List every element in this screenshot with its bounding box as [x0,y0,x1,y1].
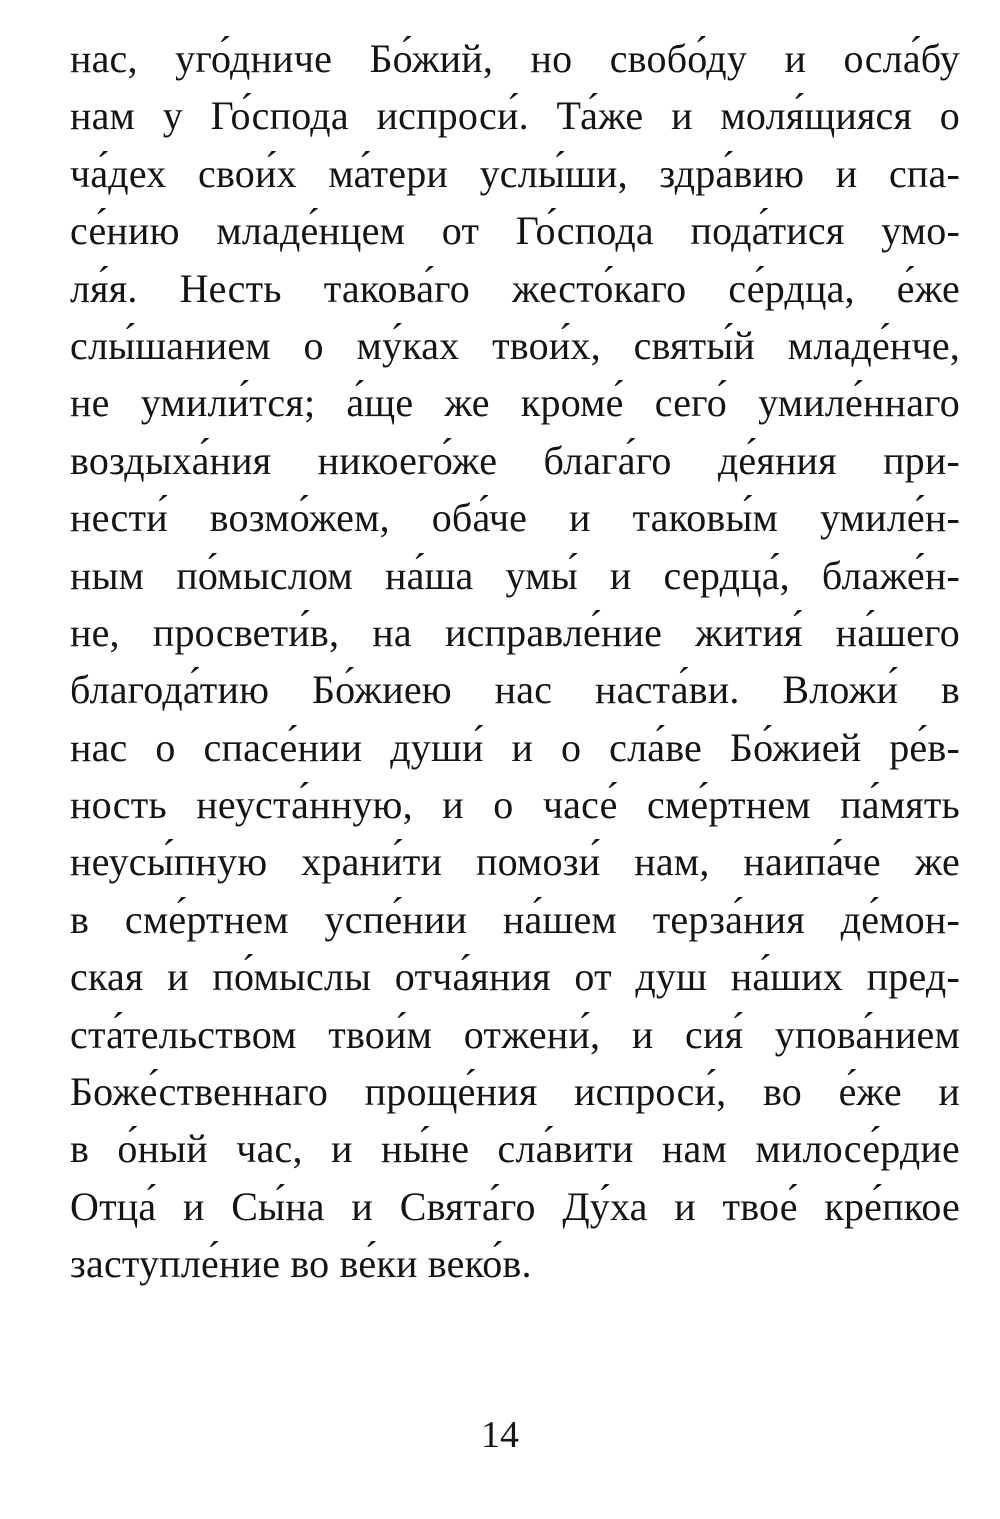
text-line: нас, уго́дниче Бо́жий, но свобо́ду и осла́бу [70,36,960,81]
text-line: неусы́пную храни́ти помози́ нам, наипа́че же [70,839,960,885]
text-line: ным по́мыслом на́ша умы́ и сердца́, блаже́н- [70,552,960,598]
text-line: Отца́ и Сы́на и Свята́го Ду́ха и твое́ кре́пкое [70,1183,960,1229]
text-line: нам у Го́спода испроси́. Та́же и моля́щияся о [70,93,960,139]
text-line: слы́шанием о му́ках твои́х, святы́й младе́нче, [70,322,960,368]
text-line: в сме́ртнем успе́нии на́шем терза́ния де́мон- [70,896,960,942]
text-line: се́нию младе́нцем от Го́спода пода́тися умо- [70,208,960,254]
text-line: благода́тию Бо́жиею нас наста́ви. Вложи́ в [70,667,960,713]
text-line: в о́ный час, и ны́не сла́вити нам милосе́рдие [70,1126,960,1172]
text-line: ская и по́мыслы отча́яния от душ на́ших пред- [70,954,960,1000]
text-line: нас о спасе́нии души́ и о сла́ве Бо́жией ре́в- [70,724,960,770]
text-line: ность неуста́нную, и о часе́ сме́ртнем па́мять [70,782,960,828]
text-line: воздыха́ния никоего́же блага́го де́яния при- [70,437,960,483]
text-line: ста́тельством твои́м отжени́, и сия́ упова́нием [70,1011,960,1057]
page-number: 14 [481,1414,519,1456]
text-line: Боже́ственнаго проще́ния испроси́, во е́же и [70,1069,960,1115]
text-line: нести́ возмо́жем, оба́че и таковы́м умиле́н- [70,495,960,541]
text-line: не умили́тся; а́ще же кроме́ сего́ умиле́ннаго [70,380,960,426]
text-line-last: заступле́ние во ве́ки веко́в. [70,1241,532,1287]
text-line: не, просвети́в, на исправле́ние жития́ на́шего [70,609,960,655]
text-line: ча́дех свои́х ма́тери услы́ши, здра́вию и спа- [70,150,960,196]
text-line: ля́я. Несть такова́го жесто́каго се́рдца, е́же [70,265,960,311]
prayer-text [70,30,960,1293]
